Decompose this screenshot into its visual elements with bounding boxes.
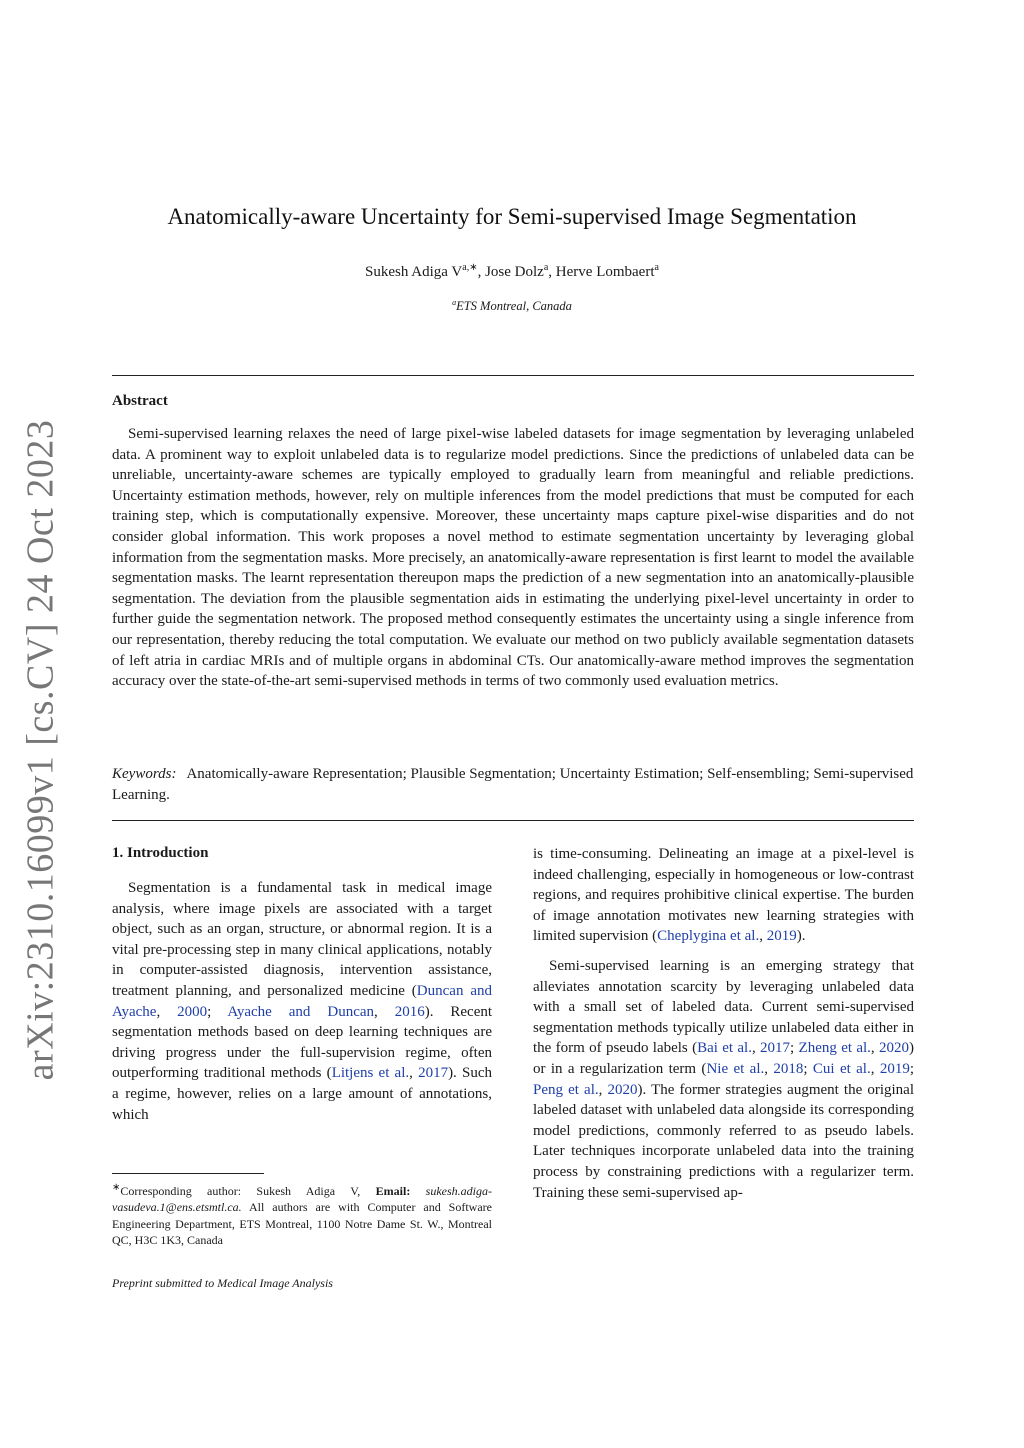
citation-link[interactable]: 2018 [773,1060,804,1077]
keywords-text: Anatomically-aware Representation; Plausible Segmentation; Uncertainty Estimation; Self-ensembling; Semi-supervised Learning. [112,766,914,803]
citation-link[interactable]: Litjens et al. [331,1065,410,1082]
citation-link[interactable]: 2000 [177,1003,208,1020]
citation-link[interactable]: Duncan and Ayache [112,982,492,1020]
author-list: Sukesh Adiga $V^{a,∗}$, Jose Dolz$^a$, Herve Lombaert$^a$ [365,262,659,280]
preprint-note: Preprint submitted to Medical Image Analysis [112,1276,333,1290]
affiliation [110,298,914,314]
keywords-label: Keywords: [112,766,177,782]
intro-paragraph: Segmentation is a fundamental task in medical image analysis, where image pixels are associated with a target object, such as an organ, structure, or abnormal region. It is a vital pre-processing step in many clinical applications, notably in computer-assisted diagnosis, intervention assistance, treatment planning, and personalized medicine (Duncan and Ayache, 2000; Ayache and Duncan, 2016). Recent segmentation methods based on deep learning techniques are driving progress under the full-supervision regime, often outperforming traditional methods (Litjens et al., 2017). Such a regime, however, relies on a large amount of annotations, which [112,880,493,1123]
citation-link[interactable]: Cui et al. [812,1060,871,1077]
abstract-bottom-divider [112,820,914,821]
citation-link[interactable]: 2017 [760,1040,791,1057]
citation-link[interactable]: 2017 [418,1065,449,1082]
author-name: Herve Lombaert [555,264,655,280]
citation-link[interactable]: Cheplygina et al. [657,928,760,945]
email-label: Email: [375,1184,411,1198]
author-mark: a [543,262,549,273]
author-name: Jose Dolz [485,264,544,280]
section-heading-introduction: 1. Introduction [112,845,209,861]
affiliation-text: ETS Montreal, Canada [456,299,572,314]
intro-right-column [533,844,914,1203]
citation-link[interactable]: Bai et al. [697,1040,752,1057]
citation-link[interactable]: 2016 [394,1003,425,1020]
citation-link[interactable]: 2020 [607,1081,638,1098]
intro-paragraph: Semi-supervised learning is an emerging strategy that alleviates annotation scarcity by leveraging unlabeled data with a small set of labeled data. Current semi-supervised segmentation methods typically utilize unlabeled data either in the form of pseudo labels (Bai et al., 2017; Zheng et al., 2020) or in a regularization term (Nie et al., 2018; Cui et al., 2019; Peng et al., 2020). The former strategies augment the original labeled dataset with unlabeled data alongside its corresponding model predictions, commonly referred to as pseudo labels. Later techniques incorporate unlabeled data into the training process by constraining predictions with a regularizer term. Training these semi-supervised ap- [533,957,915,1201]
author-mark: a,∗ [462,262,478,273]
intro-paragraph: is time-consuming. Delineating an image at a pixel-level is indeed challenging, especially in homogeneous or low-contrast regions, and requires prohibitive clinical expertise. The burden of image annotation motivates new learning strategies with limited supervision (Cheplygina et al., 2019). [533,846,914,945]
footnote-mark: ∗ [112,1182,121,1193]
footnote-divider [112,1173,264,1174]
author-mark: a [654,262,659,273]
author-email[interactable]: sukesh.adiga-vasudeva.1@ens.etsmtl.ca. [112,1184,492,1215]
arxiv-identifier-stamp [17,419,63,1081]
author-name: Sukesh Adiga V [365,264,463,280]
abstract-heading: Abstract [112,393,168,409]
arxiv-identifier-text: arXiv:2310.16099v1 [cs.CV] 24 Oct 2023 [19,419,62,1081]
citation-link[interactable]: Nie et al. [706,1060,765,1077]
citation-link[interactable]: Ayache and Duncan [227,1003,375,1020]
keywords [112,764,914,806]
abstract-body: Semi-supervised learning relaxes the need of large pixel-wise labeled datasets for image segmentation by leveraging unlabeled data. A prominent way to exploit unlabeled data is to regularize model predictions. Since the predictions of unlabeled data can be unreliable, uncertainty-aware schemes are typically employed to gradually learn from meaningful and reliable predictions. Uncertainty estimation methods, however, rely on multiple inferences from the model predictions that must be computed for each training step, which is computationally expensive. Moreover, these uncertainty maps capture pixel-wise disparities and do not consider global information. This work proposes a novel method to estimate segmentation uncertainty by leveraging global information from the segmentation masks. More precisely, an anatomically-aware representation is first learnt to model the available segmentation masks. The learnt representation thereupon maps the prediction of a new segmentation into an anatomically-plausible segmentation. The deviation from the plausible segmentation aids in estimating the underlying pixel-level uncertainty in order to further guide the segmentation network. The proposed method consequently estimates the uncertainty using a single inference from our representation, thereby reducing the total computation. We evaluate our method on two publicly available segmentation datasets of left atria in cardiac MRIs and of multiple organs in abdominal CTs. Our anatomically-aware method improves the segmentation accuracy over the state-of-the-art semi-supervised methods in terms of two commonly used evaluation metrics. [112,426,914,690]
intro-left-column [112,878,492,1125]
affiliation-mark: a [452,298,457,307]
paper-title: Anatomically-aware Uncertainty for Semi-supervised Image Segmentation [167,204,857,229]
citation-link[interactable]: 2019 [766,928,797,945]
citation-link[interactable]: Peng et al. [533,1081,599,1098]
footnote: ∗Corresponding author: Sukesh Adiga V, Email: sukesh.adiga-vasudeva.1@ens.etsmtl.ca. All authors are with Computer and Software Engineering Department, ETS Montreal, 1100 Notre Dame St. W., Montreal QC, H3C 1K3, Canada [112,1182,492,1248]
citation-link[interactable]: 2019 [879,1060,910,1077]
citation-link[interactable]: 2020 [879,1040,909,1057]
citation-link[interactable]: Zheng et al. [798,1040,871,1057]
top-divider [112,375,914,376]
